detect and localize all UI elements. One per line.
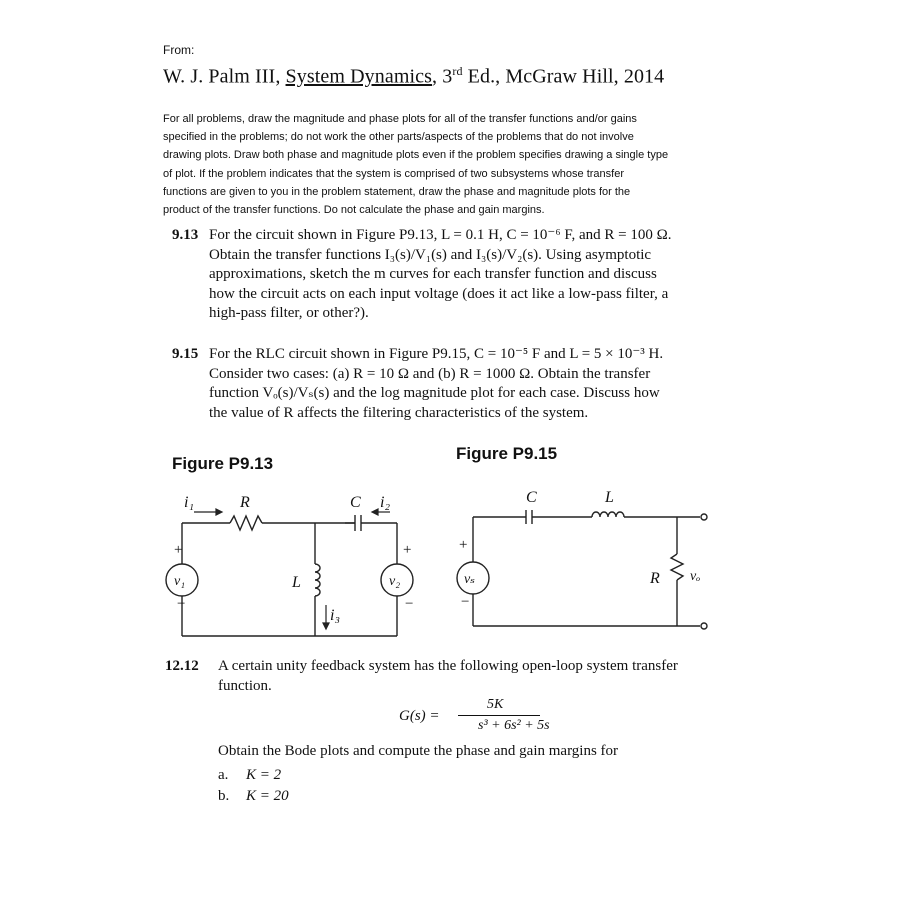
figure-p9-13-title: Figure P9.13 xyxy=(172,454,274,473)
instructions-line: drawing plots. Draw both phase and magnitude plots even if the problem specifies drawing a single type xyxy=(163,149,669,162)
label-c: C xyxy=(526,489,537,506)
label-vs-plus: + xyxy=(459,537,468,553)
problem-number: 12.12 xyxy=(165,658,199,674)
instructions-line: specified in the problems; do not work the other parts/aspects of the problems that do not involve xyxy=(163,131,634,144)
citation-title: System Dynamics xyxy=(285,65,433,88)
label-l: L xyxy=(292,574,301,591)
label-v2-minus: − xyxy=(405,596,414,612)
problem-9-13 xyxy=(172,226,742,326)
equation-numerator: 5K xyxy=(487,697,504,712)
citation-edition-post: Ed., McGraw Hill, 2014 xyxy=(462,65,665,88)
case-label: b. xyxy=(218,788,230,804)
problem-line: function Vₒ(s)/Vₛ(s) and the log magnitude plot for each case. Discuss how xyxy=(209,385,660,402)
problem-line: For the circuit shown in Figure P9.13, L = 0.1 H, C = 10⁻⁶ F, and R = 100 Ω. xyxy=(209,227,672,243)
figure-p9-15-title: Figure P9.15 xyxy=(456,444,558,463)
instructions-line: of plot. If the problem indicates that the system is comprised of two subsystems whose transfer xyxy=(163,167,624,180)
problem-line: the value of R affects the filtering characteristics of the system. xyxy=(209,404,589,421)
instructions-line: For all problems, draw the magnitude and phase plots for all of the transfer functions and/or gains xyxy=(163,113,637,125)
equation-lhs: G(s) = xyxy=(399,708,440,724)
label-vo: vₒ xyxy=(690,569,701,584)
problem-text xyxy=(209,226,672,324)
problem-9-15 xyxy=(172,345,742,425)
fraction-bar xyxy=(458,715,540,716)
label-v1: v₁ xyxy=(174,574,186,589)
figure-p9-13-circuit xyxy=(160,480,440,650)
problem-line: Consider two cases: (a) R = 10 Ω and (b) R = 1000 Ω. Obtain the transfer xyxy=(209,365,651,382)
case-a xyxy=(218,767,281,784)
instructions-line: functions are given to you in the problem statement, draw the phase and magnitude plots for the xyxy=(163,185,631,198)
problem-text xyxy=(218,657,678,696)
label-v1-minus: − xyxy=(177,596,186,612)
bode-instruction: Obtain the Bode plots and compute the phase and gain margins for xyxy=(218,743,619,759)
problem-number: 9.13 xyxy=(172,227,199,243)
problem-line: how the circuit acts on each input voltage (does it act like a low-pass filter, a xyxy=(209,285,669,302)
label-i3: i₃ xyxy=(330,607,341,624)
citation-edition-sup: rd xyxy=(452,64,463,78)
instructions-paragraph xyxy=(163,110,743,219)
label-c: C xyxy=(350,494,361,511)
label-v1-plus: + xyxy=(174,542,183,558)
label-l: L xyxy=(605,489,614,506)
problem-line: A certain unity feedback system has the following open-loop system transfer xyxy=(218,658,678,674)
label-r: R xyxy=(650,570,660,587)
problem-text xyxy=(209,345,663,423)
problem-line: For the RLC circuit shown in Figure P9.15, C = 10⁻⁵ F and L = 5 × 10⁻³ H. xyxy=(209,346,664,362)
problem-line: Obtain the transfer functions I₃(s)/V₁(s) and I₃(s)/V₂(s). Using asymptotic xyxy=(209,246,652,263)
problem-number: 9.15 xyxy=(172,346,199,362)
problem-line: high-pass filter, or other?). xyxy=(209,305,369,322)
from-label: From: xyxy=(163,43,195,57)
equation-denominator: s³ + 6s² + 5s xyxy=(478,718,550,733)
case-value: K = 2 xyxy=(246,767,282,783)
figure-p9-15-circuit xyxy=(450,480,720,640)
label-vs: vₛ xyxy=(464,572,475,587)
case-label: a. xyxy=(218,767,229,783)
label-vs-minus: − xyxy=(461,594,470,610)
problem-12-12 xyxy=(165,657,725,697)
case-b xyxy=(218,788,289,805)
citation xyxy=(163,64,664,89)
case-value: K = 20 xyxy=(246,788,289,804)
citation-authors: W. J. Palm III, xyxy=(163,65,286,88)
label-i1: i₁ xyxy=(184,494,195,511)
problem-line: function. xyxy=(218,677,272,694)
instructions-line: product of the transfer functions. Do not calculate the phase and gain margins. xyxy=(163,204,545,217)
citation-edition-pre: , 3 xyxy=(432,65,453,88)
label-i2: i₂ xyxy=(380,494,391,511)
label-v2-plus: + xyxy=(403,542,412,558)
label-r: R xyxy=(240,494,250,511)
label-v2: v₂ xyxy=(389,574,401,589)
problem-line: approximations, sketch the m curves for each transfer function and discuss xyxy=(209,266,657,283)
